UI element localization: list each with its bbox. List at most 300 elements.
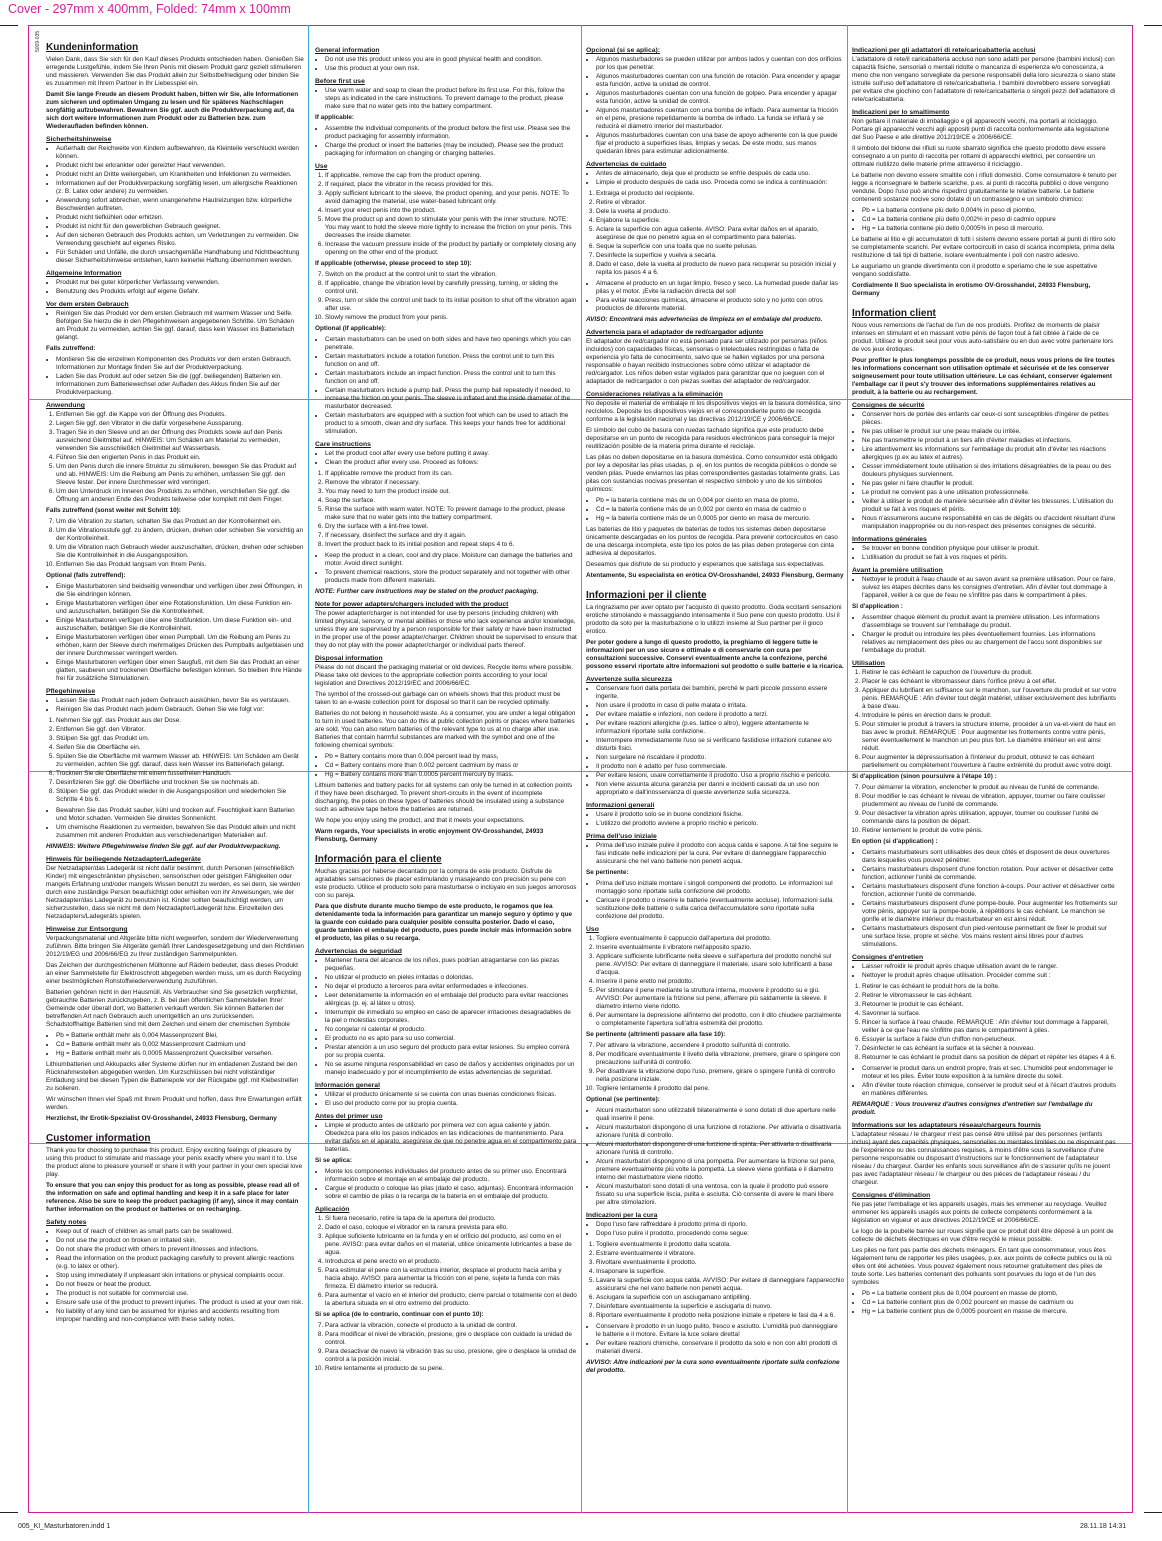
list-item: 9. Press, turn or slide the control unit back to its initial position to shut off the vibration again after use. xyxy=(325,297,577,313)
list-item: 2. Retirer le vibromasseur le cas échéant. xyxy=(862,992,1118,1000)
column xyxy=(586,42,844,1472)
list-item: 5. Rincer la surface à l'eau chaude. REMARQUE : Afin d'éviter tout dommage à l'appareil, veiller à ce que l'eau ne s'infiltre pas dans le compartiment à piles. xyxy=(862,1019,1118,1035)
language-title: Information client xyxy=(852,308,936,319)
list-item: 1. Togliere eventualmente il cappuccio dall'apertura del prodotto. xyxy=(596,935,844,943)
list-item: • Certains masturbateurs disposent d'un pied-ventouse permettant de fixer le produit sur une surface lisse, propre et sèche. Vos mains restent ainsi libres pour d'autres stimulations. xyxy=(862,925,1118,949)
list-item: • Alcuni masturbatori dispongono di una funzione di spinta. Per attivarla o disattivarla azionare l'unità di controllo. xyxy=(596,1141,844,1157)
list-item: • Algunos masturbadores cuentan con una función de golpeo. Para encender y apagar esta función, active la unidad de control. xyxy=(596,90,844,106)
fold-line xyxy=(581,25,582,1513)
list-item: 6. Asciugare la superficie con un asciugamano antipilling. xyxy=(596,1294,844,1302)
list-item: 5. Um den Penis durch die innere Struktur zu stimulieren, bewegen Sie das Produkt auf und ab. HINWEIS: Um die Reibung am Penis zu erhöhen, umfassen Sie ggf. den Sleeve fester. Der innere Durchmesser wird verringert. xyxy=(56,463,304,487)
list-item: • Produkt nicht an Dritte weitergeben, um Krankheiten und Infektionen zu vermeiden. xyxy=(56,171,304,179)
list-item: • Conservare fuori dalla portata dei bambini, perché le parti piccole possono essere ingerite. xyxy=(596,685,844,701)
list-item: 9. Para desactivar de nuevo la vibración tras su uso, presione, gire o desplace la unidad de control a la posición inicial. xyxy=(325,1348,577,1364)
list-item: • Auf den sicheren Gebrauch des Produkts achten, um Verletzungen zu vermeiden. Die Verwendung geschieht auf eigenes Risiko. xyxy=(56,232,304,248)
note-text: NOTE: Further care instructions may be stated on the product packaging. xyxy=(315,588,539,595)
list-item: • Laisser refroidir le produit après chaque utilisation avant de le ranger. xyxy=(862,963,1118,971)
bold-paragraph: Si d'application (sinon poursuivre à l'étape 10) : xyxy=(852,773,997,780)
list-item: • Assemble the individual components of the product before the first use. Please see the product packaging for assembly information. xyxy=(325,125,577,141)
list-item: 7. Per attivare la vibrazione, accendere il prodotto sull'unità di controllo. xyxy=(596,1042,844,1050)
bullet-list xyxy=(46,807,304,840)
bullet-list xyxy=(852,614,1118,655)
list-item: • Afin d'éviter toute réaction chimique, conserver le produit seul et à l'écart d'autres produits en matières différentes. xyxy=(862,1082,1118,1098)
bullet-list xyxy=(46,310,304,342)
list-item: 6. Essuyer la surface à l'aide d'un chiffon non-pelucheux. xyxy=(862,1036,1118,1044)
list-item: • Laden Sie das Produkt auf oder setzen Sie die (ggf. beiliegenden) Batterien ein. Informationen zum Batteriewechsel oder Aufladen des Akkus finden Sie auf der Produktverpackung. xyxy=(56,373,304,397)
list-item: • Einige Masturbatoren verfügen über einen Pumpball. Um die Reibung am Penis zu erhöhen, kann der Sleeve durch mehrmaliges Drücken des Pumpballs aufgeblasen und der innere Durchmesser verringert werden. xyxy=(56,634,304,658)
list-item: 8. If applicable, change the vibration level by carefully pressing, turning, or sliding the control unit. xyxy=(325,280,577,296)
list-item: 5. Per stimolare il pene mediante la struttura interna, muovere il prodotto su e giù. AVVISO: Per aumentare la frizione sul pene, afferrare più saldamente la sleeve. Il diametro interno viene ridotto. xyxy=(596,987,844,1011)
list-item: • No liability of any kind can be assumed for injuries and accidents resulting from improper handling and non-compliance with these safety notes. xyxy=(56,1308,304,1324)
paragraph: Les piles ne font pas partie des déchets ménagers. En tant que consommateur, vous êtes légalement tenu de rapporter les piles usagées, p.ex. aux points de collecte publics ou là où elles ont été achetées. Vous pouvez également nous retourner gratuitement des piles de toute sorte. Les batteries contenant des polluants sont pourvues du logo et de l'un des symboles xyxy=(852,1247,1112,1286)
list-item: 1. Retirer le cas échéant le produit hors de la boîte. xyxy=(862,983,1118,991)
list-item: 2. If required, place the vibrator in the recess provided for this. xyxy=(325,181,577,189)
list-item: • Informationen auf der Produktverpackung sorgfältig lesen, um allergische Reaktionen (z. B. Latex oder andere) zu vermeiden. xyxy=(56,180,304,196)
list-item: • Certains masturbateurs sont utilisables des deux côtés et disposent de deux ouvertures dans lesquelles vous pouvez pénétrer. xyxy=(862,849,1118,865)
list-item: • No congelar ni calentar el producto. xyxy=(325,1026,577,1034)
paragraph: Das Zeichen der durchgestrichenen Mülltonne auf Rädern bedeutet, dass dieses Produkt an einer Sammelstelle für Elektroschrott abgegeben werden muss, um es durch Recycling einer bestmöglichen Rohstoffwiederverwendung zuzuführen. xyxy=(46,962,302,985)
bold-paragraph: Falls zutreffend (sonst weiter mit Schritt 10): xyxy=(46,507,181,514)
paragraph: El símbolo del cubo de basura con ruedas tachado significa que este producto debe depositarse en un punto de recogida para residuos electrónicos para conseguir la mejor reutilización posible de la materia prima durante el reciclaje. xyxy=(586,427,835,450)
list-item: 3. Aplique suficiente lubricante en la funda y en el orificio del producto, así como en el pene. AVISO: para evitar daños en el material, utilice únicamente lubricantes a base de agua. xyxy=(325,1233,577,1257)
paragraph: Der Netzadapter/das Ladegerät ist nicht dafür bestimmt, durch Personen (einschließlich Kinder) mit eingeschränkten physischen, sensorischen oder geistigen Fähigkeiten oder mangels Erfahrung und/oder mangels Wissen benutzt zu werden, es sei denn, sie werden durch eine zuständige Person beaufsichtigt oder erhielten von ihr Anweisungen, wie der Netzadapter/das Ladegerät zu benutzen ist. Kinder sollten beaufsichtigt werden, um sicherzustellen, dass sie nicht mit dem Netzadapter/Ladegerät bzw. Einzelteilen des Netzadapters/Ladegeräts spielen. xyxy=(46,865,301,920)
list-item: 3. You may need to turn the product inside out. xyxy=(325,488,577,496)
bullet-list xyxy=(315,1168,577,1201)
fold-line xyxy=(847,25,848,1513)
list-item: 3. Retourner le produit le cas échéant. xyxy=(862,1001,1118,1009)
section-heading: Disposal information xyxy=(315,655,383,662)
list-item: • Cesser immédiatement toute utilisation si des irritations désagréables de la peau ou des douleurs physiques surviennent. xyxy=(862,463,1118,479)
list-item: • Alcuni masturbatori dispongono di una pompetta. Per aumentare la frizione sul pene, premere eventualmente più volte la pompetta. La sleeve viene gonfiata e il diametro interno del masturbatore viene ridotto. xyxy=(596,1158,844,1182)
list-item: • Limpie el producto antes de utilizarlo por primera vez con agua caliente y jabón. Obedezca para ello los pasos indicados en las indicaciones de mantenimiento. Para evitar daños en el aparato, asegúrese de que no penetre agua en el compartimento para baterías. xyxy=(325,1122,577,1154)
section-heading: Informations sur les adaptateurs réseau/chargeurs fournis xyxy=(852,1122,1041,1129)
section-heading: Hinweise zur Entsorgung xyxy=(46,926,128,933)
list-item: • Pb = La batteria contiene più dello 0,004% in peso di piombo, xyxy=(862,207,1118,215)
column xyxy=(852,42,1118,1472)
numbered-list xyxy=(586,1241,844,1320)
section-heading: Note for power adapters/chargers included with the product xyxy=(315,601,509,608)
list-item: • Mantener fuera del alcance de los niños, pues podrían atragantarse con las piezas pequeñas. xyxy=(325,957,577,973)
list-item: • Certain masturbators can be used on both sides and have two openings which you can penetrate. xyxy=(325,336,577,352)
list-item: • Non usare il prodotto in caso di pelle malata o irritata. xyxy=(596,702,844,710)
list-item: • No se asume ninguna responsabilidad en caso de daños y accidentes originados por un manejo inadecuado y por el incumplimiento de estas advertencias de seguridad. xyxy=(325,1061,577,1077)
list-item: • Um chemische Reaktionen zu vermeiden, bewahren Sie das Produkt allein und nicht zusammen mit anderen Produkten aus verschiedenartigen Materialien auf. xyxy=(56,824,304,840)
list-item: 3. Rivoltare eventualmente il prodotto. xyxy=(596,1259,844,1267)
bullet-list xyxy=(315,125,577,158)
list-item: 4. Introduire le pénis en érection dans le produit. xyxy=(862,712,1118,720)
section-heading: Before first use xyxy=(315,78,365,85)
section-heading: Antes del primer uso xyxy=(315,1113,383,1120)
list-item: • Certain masturbators include a pump ball. Press the pump ball repeatedly if needed, to increase the friction on your penis. The sleeve is inflated and the inside diameter of the masturbator decreased. xyxy=(325,387,577,411)
paragraph: The power adapter/charger is not intended for use by persons (including children) with limited physical, sensory, or mental abilities or those who lack experience and/or knowledge, unless they are supervised by a person responsible for their safety or have been instructed in the proper use of the power adapter/charger. Children should be supervised to ensure that they do not play with the power adapter/charger or individual parts thereof. xyxy=(315,610,577,649)
bullet-list xyxy=(586,880,844,921)
list-item: • Do not use this product unless you are in good physical health and condition. xyxy=(325,56,577,64)
list-item: • Per evitare malattie e infezioni, non cedere il prodotto a terzi. xyxy=(596,711,844,719)
list-item: • Einige Masturbatoren sind beidseitig verwendbar und verfügen über zwei Öffnungen, in die Sie eindringen können. xyxy=(56,583,304,599)
list-item: • Reinigen Sie das Produkt vor dem ersten Gebrauch mit warmem Wasser und Seife. Befolgen Sie hierzu die in den Pflegehinweisen angegebenen Schritte. Um Schäden am Produkt zu vermeiden, achten Sie ggf. darauf, dass kein Wasser ins Batteriefach gelangt. xyxy=(56,310,304,342)
list-item: • Certain masturbators are equipped with a suction foot which can be used to attach the product to a smooth, clean and dry surface. This keeps your hands free for additional stimulation. xyxy=(325,412,577,436)
numbered-list xyxy=(315,1322,577,1373)
bullet-list xyxy=(852,963,1118,980)
section-heading: Use xyxy=(315,163,328,170)
list-item: 1. Togliere eventualmente il prodotto dalla scatola. xyxy=(596,1241,844,1249)
list-item: 7. Pour démarrer la vibration, enclencher le produit au niveau de l'unité de commande. xyxy=(862,784,1118,792)
paragraph: Las baterías de litio y paquetes de baterías de todos los sistemas deben depositarse únicamente descargadas en los puntos de recogida. Para prevenir cortocircuitos en caso de una descarga incompleta, este tipo los polos de las pilas deben protegerse con cinta adhesiva al depositarlos. xyxy=(586,526,838,557)
list-item: • Hg = La batteria contiene più dello 0,0005% in peso di mercurio. xyxy=(862,225,1118,233)
list-item: • Certains masturbateurs disposent d'une pompe-boule. Pour augmenter les frottements sur votre pénis, appuyer sur la pompe-boule, à répétitions le cas échéant. Le manchon se gonfle et le diamètre intérieur du masturbateur en est ainsi réduit. xyxy=(862,900,1118,924)
paragraph: Le auguriamo un grande divertimento con il prodotto e speriamo che le sue aspettative vengano soddisfatte. xyxy=(852,263,1098,278)
bold-paragraph: Optional (se pertinente): xyxy=(586,1096,660,1103)
bold-paragraph: Si se aplica (de lo contrario, continuar con el punto 10): xyxy=(315,1311,484,1318)
list-item: 5. Pour stimuler le produit à travers la structure interne, procéder à un va-et-vient de haut en bas avec le produit. REMARQUE : Pour augmenter les frottements contre votre pénis, serrer éventuellement le manchon un peu plus fort. Le diamètre intérieur en est ainsi réduit. xyxy=(862,721,1118,753)
list-item: • Conservare il prodotto in un luogo pulito, fresco e asciutto. L'umidità può danneggiare le batterie e il motore. Evitare la luce solare diretta! xyxy=(596,1323,844,1339)
paragraph: L'adattatore di rete/il caricabatteria accluso non sono adatti per persone (bambini inclusi) con capacità fisiche, sensoriali o mentali ridotte o mancanza di esperienza e/o conoscenza, a meno che non vengano sorvegliate da persone responsabili della loro sicurezza o siano state istruite sull'uso dell'adattatore di rete/caricabatteria. I bambini dovrebbero essere sorvegliati per evitare che giochino con l'adattatore di rete/caricabatteria o singoli pezzi dell'adattatore di rete/caricabatteria. xyxy=(852,56,1116,103)
paragraph: Il simbolo del bidone dei rifiuti su ruote sbarrato significa che questo prodotto deve essere consegnato a un punto di raccolta per rottami di apparecchi elettrici, per consentire un ottimale riutilizzo delle materie prime attraverso il riciclaggio. xyxy=(852,145,1106,168)
section-heading: Anwendung xyxy=(46,402,85,409)
paragraph: Deseamos que disfrute de su producto y esperamos que satisfaga sus expectativas. xyxy=(586,561,825,568)
bold-paragraph: Warm regards, Your specialists in erotic enjoyment OV-Grosshandel, 24933 Flensburg, Germany xyxy=(315,828,544,843)
list-item: 6. Para aumentar el vacío en el interior del producto, cierre parcial o totalmente con el dedo la abertura situada en el otro extremo del producto. xyxy=(325,1292,577,1308)
crop-mark xyxy=(0,1512,18,1513)
list-item: 4. Seifen Sie die Oberfläche ein. xyxy=(56,744,304,752)
section-heading: Opcional (si se aplica): xyxy=(586,47,661,54)
list-item: • Certains masturbateurs disposent d'une fonction rotation. Pour activer et désactiver cette fonction, actionner l'unité de commande. xyxy=(862,866,1118,882)
list-item: • Hg = Battery contains more than 0.0005 percent mercury by mass. xyxy=(325,771,577,779)
list-item: • Produkt nicht tiefkühlen oder erhitzen. xyxy=(56,214,304,222)
numbered-list xyxy=(852,669,1118,770)
list-item: • Usare il prodotto solo se in buone condizioni fisiche. xyxy=(596,811,844,819)
list-item: 2. Retire el vibrador. xyxy=(596,199,844,207)
list-item: • Le produit ne convient pas à une utilisation professionnelle. xyxy=(862,489,1118,497)
bold-paragraph: En option (si d'application) : xyxy=(852,838,938,845)
list-item: 4. Soap the surface. xyxy=(325,497,577,505)
side-code: 5009-035 xyxy=(35,30,41,52)
list-item: 5. Para estimular el pene con la estructura interior, desplace el producto hacia arriba y hacia abajo. AVISO: para aumentar la fricción con el pene, sujete la funda con más firmeza. El diámetro interior se reducirá. xyxy=(325,1267,577,1291)
list-item: • El uso del producto corre por su propia cuenta. xyxy=(325,1100,577,1108)
bullet-list xyxy=(586,280,844,313)
list-item: • Dopo l'uso pulire il prodotto, procedendo come segue: xyxy=(596,1230,844,1238)
bold-paragraph: Se pertinente: xyxy=(586,869,629,876)
bullet-list xyxy=(852,1065,1118,1098)
list-item: • Assembler chaque élément du produit avant la première utilisation. Les informations d'assemblage se trouvent sur l'emballage du produit. xyxy=(862,614,1118,630)
bullet-list xyxy=(46,583,304,683)
list-item: • Almacene el producto en un lugar limpio, fresco y seco. La humedad puede dañar las pilas y el motor. ¡Evite la radiación directa del sol! xyxy=(596,280,844,296)
list-item: • Benutzung des Produkts erfolgt auf eigene Gefahr. xyxy=(56,288,304,296)
list-item: • Conserver le produit dans un endroit propre, frais et sec. L'humidité peut endommager le moteur et les piles. Éviter toute exposition à la lumière directe du soleil. xyxy=(862,1065,1118,1081)
list-item: 10. Entfernen Sie das Produkt langsam von Ihrem Penis. xyxy=(56,561,304,569)
list-item: 1. Nehmen Sie ggf. das Produkt aus der Dose. xyxy=(56,717,304,725)
list-item: • Per evitare lesioni, usare correttamente il prodotto. Uso a proprio rischio e pericolo. xyxy=(596,772,844,780)
numbered-list xyxy=(586,190,844,277)
list-item: • Veiller à utiliser le produit de manière sécurisée afin d'éviter les blessures. L'utilisation du produit se fait à vos risques et périls. xyxy=(862,498,1118,514)
bullet-list xyxy=(46,1032,304,1058)
section-heading: Indicazioni per gli adattatori di rete/caricabatteria acclusi xyxy=(852,47,1036,54)
bold-paragraph: Atentamente, Su especialista en erótica OV-Grosshandel, 24933 Flensburg, Germany xyxy=(586,572,844,579)
list-item: • Cd = Batterie enthält mehr als 0,002 Massenprozent Cadmium und xyxy=(56,1041,304,1049)
list-item: 1. Entfernen Sie ggf. die Kappe von der Öffnung des Produkts. xyxy=(56,411,304,419)
list-item: • Charger le produit ou introduire les piles éventuellement fournies. Les informations relatives au remplacement des piles ou au chargement de l'accu sont disponibles sur l'emballage du produit. xyxy=(862,631,1118,655)
bold-paragraph: Per poter godere a lungo di questo prodotto, la preghiamo di leggere tutte le informazioni per un uso sicuro e ottimale e di conservarle con cura per consultazioni successive. Conservi eventualmente anche la confezione, perché possono esservi riportate altre informazioni sul prodotto o sulle batterie e la ricarica. xyxy=(586,639,844,670)
bullet-list xyxy=(46,279,304,296)
paragraph: Lithiumbatterien und Akkupacks aller Systeme dürfen nur im entladenen Zustand bei den Rücknahmestellen abgegeben werden. Um Kurzschlüssen bei nicht vollständiger Entladung sind bei diesen Typen die Batteriepole vor der Rückgabe ggf. mit Klebestreifen zu isolieren. xyxy=(46,1061,299,1092)
list-item: 3. Applicare sufficiente lubrificante nella sleeve e sull'apertura del prodotto nonché sul pene. AVVISO: Per evitare di danneggiare il materiale, usare solo lubrificanti a base d'acqua. xyxy=(596,953,844,977)
numbered-list xyxy=(852,983,1118,1062)
list-item: 5. Move the product up and down to stimulate your penis with the inner structure. NOTE: You may want to hold the sleeve more tightly to increase the friction on your penis. This decreases the inside diameter. xyxy=(325,216,577,240)
list-item: 9. Pour désactiver la vibration après utilisation, appuyer, tourner ou coulisser l'unité de commande dans la position de départ. xyxy=(862,810,1118,826)
list-item: • Non viene assunta alcuna garanzia per danni e incidenti causati da un uso non appropriato e dall'inosservanza di queste avvertenze sulla sicurezza. xyxy=(596,781,844,797)
bullet-list xyxy=(586,1107,844,1207)
cover-label: Cover - 297mm x 400mm, Folded: 74mm x 100mm xyxy=(8,2,291,16)
section-heading: Pflegehinweise xyxy=(46,688,96,695)
fold-line xyxy=(308,25,309,1513)
numbered-list xyxy=(46,411,304,504)
list-item: • L'utilisation du produit se fait à vos risques et périls. xyxy=(862,554,1118,562)
list-item: 1. If applicable remove the product from its can. xyxy=(325,470,577,478)
list-item: 7. Para activar la vibración, conecte el producto a la unidad de control. xyxy=(325,1322,577,1330)
list-item: • Einige Masturbatoren verfügen über einen Saugfuß, mit dem Sie das Produkt an einer glatten, sauberen und trockenen Oberfläche befestigen können. So bleiben Ihre Hände frei für zusätzliche Stimulationen. xyxy=(56,659,304,683)
section-heading: Avant la première utilisation xyxy=(852,567,943,574)
paragraph: Las pilas no deben depositarse en la basura doméstica. Como consumidor está obligado por ley a depositar las pilas usadas, p. ej. en los puntos de recogida públicos o donde se venden pilas. Puede enviarnos las pilas correspondientes gastadas totalmente gratis. Las pilas con sustancias nocivas presentan el respectivo símbolo y uno de los símbolos químicos: xyxy=(586,454,840,493)
list-item: • Use warm water and soap to clean the product before its first use. For this, follow the steps as indicated in the care instructions. To prevent damage to the product, please make sure that no water gets into the battery compartment. xyxy=(325,87,577,111)
list-item: 6. Pour augmenter la dépressurisation à l'intérieur du produit, obturez le cas échéant partiellement ou complètement l'ouverture à l'autre extrémité du produit avec votre doigt. xyxy=(862,754,1118,770)
list-item: • Nous n'assumerons aucune responsabilité en cas de dégâts ou d'accident résultant d'une manipulation inappropriée ou du non-respect des présentes consignes de sécurité. xyxy=(862,515,1118,531)
list-item: • Pb = Batterie enthält mehr als 0,004 Massenprozent Blei, xyxy=(56,1032,304,1040)
list-item: 1. Retirer le cas échéant le capuchon de l'ouverture du produit. xyxy=(862,669,1118,677)
section-heading: Consignes de sécurité xyxy=(852,402,925,409)
bold-paragraph: Optional (falls zutreffend): xyxy=(46,572,126,579)
list-item: 1. If applicable, remove the cap from the product opening. xyxy=(325,172,577,180)
list-item: 5. Aclare la superficie con agua caliente. AVISO: Para evitar daños en el aparato, asegúrese de que no penetre agua en el compartimento para baterías. xyxy=(596,226,844,242)
list-item: • Antes de almacenarlo, deja que el producto se enfríe después de cada uso. xyxy=(596,170,844,178)
section-heading: Prima dell'uso iniziale xyxy=(586,833,657,840)
list-item: • Stop using immediately if unpleasant skin irritations or physical complaints occur. xyxy=(56,1272,304,1280)
section-heading: Uso xyxy=(586,926,599,933)
list-item: • Montieren Sie die einzelnen Komponenten des Produkts vor dem ersten Gebrauch. Informationen zur Montage finden Sie auf der Produktverpackung. xyxy=(56,356,304,372)
list-item: 3. Appliquer du lubrifiant en suffisance sur le manchon, sur l'ouverture du produit et sur votre pénis. REMARQUE : Afin d'éviter tout dégât matériel, utiliser exclusivement des lubrifiants à base d'eau. xyxy=(862,687,1118,711)
paragraph: The symbol of the crossed-out garbage can on wheels shows that this product must be taken to an e-waste collection point for disposal so that it can be recycled optimally. xyxy=(315,691,561,706)
list-item: • Per evitare reazioni chimiche, conservare il prodotto da solo e non con altri prodotti di materiali diversi. xyxy=(596,1340,844,1356)
section-heading: Informazioni generali xyxy=(586,802,655,809)
list-item: 5. Lavare la superficie con acqua calda. AVVISO: Per evitare di danneggiare l'apparecchio assicurarsi che nel vano batterie non penetri acqua. xyxy=(596,1277,844,1293)
list-item: • Certain masturbators include an impact function. Press the control unit to turn this function on and off. xyxy=(325,370,577,386)
list-item: • Non surgelare né riscaldare il prodotto. xyxy=(596,754,844,762)
list-item: • Cd = La batteria contiene più dello 0,002% in peso di cadmio oppure xyxy=(862,216,1118,224)
list-item: 7. Um die Vibration zu starten, schalten Sie das Produkt an der Kontrolleinheit ein. xyxy=(56,518,304,526)
bullet-list xyxy=(46,356,304,397)
list-item: 8. Um die Vibrationsstufe ggf. zu ändern, drücken, drehen oder schieben Sie vorsichtig an der Kontrolleinheit. xyxy=(56,527,304,543)
crop-mark xyxy=(0,25,18,26)
list-item: • Certains masturbateurs disposent d'une fonction à-coups. Pour activer et désactiver cette fonction, actionner l'unité de commande. xyxy=(862,883,1118,899)
list-item: • Do not freeze or heat the product. xyxy=(56,1281,304,1289)
list-item: 3. Dele la vuelta al producto. xyxy=(596,208,844,216)
list-item: • Nettoyer le produit à l'eau chaude et au savon avant sa première utilisation. Pour ce faire, suivez les étapes décrites dans les consignes d'entretien. Afin d'éviter tout dommage à l'appareil, veiller à ce que de l'eau ne s'infiltre pas dans le compartiment à piles. xyxy=(862,576,1118,600)
bold-paragraph: To ensure that you can enjoy this product for as long as possible, please read all of the information on safe and optimal handling and keep it in a safe place for later reference. Also be sure to keep the product packaging (if any), since it may contain further information on the product or batteries or on recharging. xyxy=(46,1182,300,1213)
list-item: 10. Retirer lentement le produit de votre pénis. xyxy=(862,827,1118,835)
list-item: • Cargue el producto o coloque las pilas (dado el caso, adjuntas). Encontrará información sobre el cambio de pilas o la recarga de la batería en el embalaje del producto. xyxy=(325,1185,577,1201)
list-item: 2. Inserire eventualmente il vibratore nell'apposito spazio. xyxy=(596,944,844,952)
list-item: 5. Spülen Sie die Oberfläche mit warmem Wasser ab. HINWEIS: Um Schäden am Gerät zu vermeiden, achten Sie ggf. darauf, dass kein Wasser ins Batteriefach gelangt. xyxy=(56,753,304,769)
list-item: 3. Tragen Sie in den Sleeve und an der Öffnung des Produkts sowie auf den Penis ausreichend Gleitmittel auf. HINWEIS: Um Schäden am Material zu vermeiden, verwenden Sie ausschließlich Gleitmittel auf Wasserbasis. xyxy=(56,429,304,453)
section-heading: Aplicación xyxy=(315,1206,350,1213)
list-item: • Cd = Battery contains more than 0.002 percent cadmium by mass or xyxy=(325,762,577,770)
list-item: 6. Per aumentare la depressione all'interno del prodotto, con il dito chiudere parzialmente o completamente l'apertura sull'altra estremità del prodotto. xyxy=(596,1012,844,1028)
list-item: • Für Schäden und Unfälle, die durch unsachgemäße Handhabung und Nichtbeachtung dieser Sicherheitshinweise entstehen, kann keinerlei Haftung übernommen werden. xyxy=(56,249,304,265)
list-item: 4. Enjabone la superficie. xyxy=(596,217,844,225)
list-item: • Charge the product or insert the batteries (may be included). Please see the product packaging for information on changing or charging batteries. xyxy=(325,142,577,158)
bullet-list xyxy=(852,411,1118,531)
numbered-list xyxy=(46,717,304,804)
numbered-list xyxy=(852,784,1118,835)
section-heading: Información general xyxy=(315,1082,380,1089)
paragraph: No deposite el material de embalaje ni los dispositivos viejos en la basura doméstica, sino recíclelos. Deposite los dispositivos viejos en el correspondiente punto de recogida conforme a la legislación nacional y las directivas 2012/19/CE y 2006/66/CE. xyxy=(586,400,841,423)
list-item: • Leer detenidamente la información en el embalaje del producto para evitar reacciones alérgicas (p. ej. al látex u otros). xyxy=(325,992,577,1008)
section-heading: Indicazioni per la cura xyxy=(586,1212,658,1219)
list-item: • Prima dell'uso iniziale montare i singoli componenti del prodotto. Le informazioni sul montaggio sono riportate sulla confezione del prodotto. xyxy=(596,880,844,896)
bullet-list xyxy=(315,1122,577,1154)
column xyxy=(46,42,304,1472)
list-item: 4. Insaponare la superficie. xyxy=(596,1268,844,1276)
note-text: HINWEIS: Weitere Pflegehinweise finden Sie ggf. auf der Produktverpackung. xyxy=(46,843,281,850)
list-item: • Read the information on the product packaging carefully to prevent allergic reactions (e.g. to latex or other). xyxy=(56,1255,304,1271)
section-heading: Allgemeine Information xyxy=(46,270,122,277)
paragraph: El adaptador de red/cargador no está pensado para ser utilizado por personas (niños incluidos) con capacidades físicas, sensorias o intelectuales restringidas o falta de experiencia y/o falta de conocimiento, salvo que se hallen vigilados por una persona responsable o hayan recibido instrucciones sobre cómo utilizar el adaptador de red/cargador. Los niños deben estar vigilados para garantizar que no jueguen con el adaptador de red/cargador o con piezas sueltas del adaptador de red/cargador. xyxy=(586,338,827,385)
bold-paragraph: Para que disfrute durante mucho tiempo de este producto, le rogamos que lea detenidamente toda la información para garantizar un manejo seguro y óptimo y que la guarde con cuidado para cualquier posible consulta posterior. Dado el caso, guarde también el embalaje del producto, pues puede incluir más información sobre el producto, las pilas o su recarga. xyxy=(315,903,573,942)
list-item: • Alcuni masturbatori sono utilizzabili bilateralmente e sono dotati di due aperture nelle quali inserire il pene. xyxy=(596,1107,844,1123)
list-item: 6. Seque la superficie con una toalla que no suelte pelusas. xyxy=(596,243,844,251)
list-item: • Reinigen Sie das Produkt nach jedem Gebrauch. Gehen Sie wie folgt vor: xyxy=(56,706,304,714)
bullet-list xyxy=(586,56,844,156)
list-item: 2. Entfernen Sie ggf. den Vibrator. xyxy=(56,726,304,734)
paragraph: Le logo de la poubelle barrée sur roues signifie que ce produit doit être déposé à un point de collecte de déchets électriques en vue d'être recyclé le mieux possible. xyxy=(852,1228,1114,1243)
list-item: 4. Inserire il pene eretto nel prodotto. xyxy=(596,978,844,986)
section-heading: Advertencias de seguridad xyxy=(315,948,402,955)
section-heading: Consignes d'élimination xyxy=(852,1192,931,1199)
list-item: 4. Savonner la surface. xyxy=(862,1010,1118,1018)
bold-paragraph: Si se aplica: xyxy=(315,1157,352,1164)
list-item: 8. Retourner le cas échéant le produit dans sa position de départ et répéter les étapes 4 à 6. xyxy=(862,1054,1118,1062)
bullet-list xyxy=(46,1228,304,1324)
list-item: • Algunos masturbadores cuentan con una función de rotación. Para encender y apagar esta función, active la unidad de control. xyxy=(596,73,844,89)
section-heading: Vor dem ersten Gebrauch xyxy=(46,301,129,308)
list-item: • Do not use the product on broken or irritated skin. xyxy=(56,1237,304,1245)
list-item: • Lassen Sie das Produkt nach jedem Gebrauch auskühlen, bevor Sie es verstauen. xyxy=(56,697,304,705)
list-item: 7. Switch on the product at the control unit to start the vibration. xyxy=(325,271,577,279)
list-item: • Se trouver en bonne condition physique pour utiliser le produit. xyxy=(862,545,1118,553)
list-item: 2. Estrarre eventualmente il vibratore. xyxy=(596,1250,844,1258)
paragraph: Muchas gracias por haberse decantado por la compra de este producto. Disfrute de agradables sensaciones de placer estimulando y masajeando con precisión su pene con este producto. Utilice el producto solo para masturbarse o inclúyalo en sus juegos amorosos con su pareja. xyxy=(315,868,577,899)
list-item: • Ensure safe use of the product to prevent injuries. The product is used at your own risk. xyxy=(56,1299,304,1307)
bullet-list xyxy=(852,1290,1118,1316)
section-heading: Consideraciones relativas a la eliminación xyxy=(586,391,723,398)
bullet-list xyxy=(586,1323,844,1356)
language-title: Información para el cliente xyxy=(315,854,442,865)
paragraph: Wir wünschen Ihnen viel Spaß mit Ihrem Produkt und hoffen, dass Ihre Erwartungen erfüllt werden. xyxy=(46,1096,302,1111)
list-item: • Ne pas utiliser le produit sur une peau malade ou irritée. xyxy=(862,428,1118,436)
list-item: • L'utilizzo del prodotto avviene a proprio rischio e pericolo. xyxy=(596,820,844,828)
list-item: • Il prodotto non è adatto per l'uso commerciale. xyxy=(596,763,844,771)
list-item: • Pb = La batterie contient plus de 0,004 pourcent en masse de plomb, xyxy=(862,1290,1118,1298)
list-item: • Algunos masturbadores cuentan con una bomba de inflado. Para aumentar la fricción en el pene, presione repetidamente la bomba de inflado. La funda se inflará y se reducirá el diámetro interior del masturbador. xyxy=(596,107,844,131)
language-title: Informazioni per il cliente xyxy=(586,590,707,601)
bold-paragraph: Se pertinente (altrimenti passare alla fase 10): xyxy=(586,1031,726,1038)
list-item: 2. Legen Sie ggf. den Vibrator in die dafür vorgesehene Aussparung. xyxy=(56,420,304,428)
section-heading: Informations générales xyxy=(852,536,927,543)
column xyxy=(315,42,577,1472)
list-item: 10. Slowly remove the product from your penis. xyxy=(325,314,577,322)
list-item: 10. Retire lentamente el producto de su pene. xyxy=(325,1365,577,1373)
list-item: • No dejar el producto a terceros para evitar enfermedades e infecciones. xyxy=(325,983,577,991)
bullet-list xyxy=(315,56,577,73)
section-heading: Indicazioni per lo smaltimento xyxy=(852,109,950,116)
list-item: 7. Désinfecter le cas échéant la surface et la sécher à nouveau. xyxy=(862,1045,1118,1053)
paragraph: Please do not discard the packaging material or old devices. Recycle items where possible. Please take old devices to the appropriate collection points according to your local legislation and Directives 2012/19/EC and 2006/66/EC. xyxy=(315,664,574,687)
paragraph: L'adaptateur réseau / le chargeur n'est pas censé être utilisé par des personnes (enfants inclus) ayant des capacités physiques, sensorielles ou mentales limitées ou ne disposant pas de l'expérience ou des connaissances requises, à moins d'être sous la surveillance d'une personne responsable ou disposant d'instructions sur le fonctionnement de l'adaptateur réseau / du chargeur. Garder les enfants sous surveillance afin de s'assurer qu'ils ne jouent pas avec l'adaptateur réseau / le chargeur ou des pièces de l'adaptateur réseau / du chargeur. xyxy=(852,1131,1116,1186)
list-item: • Keep out of reach of children as small parts can be swallowed. xyxy=(56,1228,304,1236)
note-text: REMARQUE : Vous trouverez d'autres consignes d'entretien sur l'emballage du produit. xyxy=(852,1101,1093,1116)
language-title: Customer information xyxy=(46,1133,151,1144)
list-item: • Hg = La batterie contient plus de 0,0005 pourcent en masse de mercure. xyxy=(862,1308,1118,1316)
list-item: 5. Rinse the surface with warm water. NOTE: To prevent damage to the product, please make sure that no water gets into the battery compartment. xyxy=(325,506,577,522)
numbered-list xyxy=(315,172,577,257)
list-item: • Pb = Battery contains more than 0.004 percent lead by mass, xyxy=(325,753,577,761)
list-item: • Produkt nicht bei erkrankter oder gereizter Haut verwenden. xyxy=(56,162,304,170)
bullet-list xyxy=(586,811,844,828)
list-item: • Einige Masturbatoren verfügen über eine Stoßfunktion. Um diese Funktion ein- und auszuschalten, betätigen Sie die Kontrolleinheit. xyxy=(56,617,304,633)
list-item: 2. Placer le cas échéant le vibromasseur dans l'orifice prévu à cet effet. xyxy=(862,678,1118,686)
paragraph: Batteries do not belong in household waste. As a consumer, you are under a legal obligation to turn in used batteries. You can do this at public collection points or places where batteries are sold. You can also return batteries of the relevant type to us at no charge after use. Batteries that contain harmful substances are marked with the symbol and one of the following chemical symbols: xyxy=(315,710,576,749)
list-item: 7. Disinfettare eventualmente la superficie e asciugarla di nuovo. xyxy=(596,1303,844,1311)
bullet-list xyxy=(46,145,304,265)
list-item: • Nettoyer le produit après chaque utilisation. Procéder comme suit : xyxy=(862,972,1118,980)
note-text: AVVISO: Altre indicazioni per la cura sono eventualmente riportate sulla confezione del prodotto. xyxy=(586,1359,840,1374)
paragraph: Le batterie al litio e gli accumulatori di tutti i sistemi devono essere portati ai punti di ritiro solo se completamente scarichi. Per evitare cortocircuiti in caso di scarica incompleta, prima della restituzione di tali tipi di batterie, isolare eventualmente i poli con nastro adesivo. xyxy=(852,236,1116,259)
list-item: 8. Para modificar el nivel de vibración, presione, gire o desplace con cuidado la unidad de control. xyxy=(325,1331,577,1347)
bullet-list xyxy=(852,545,1118,562)
list-item: • Hg = Batterie enthält mehr als 0,0005 Massenprozent Quecksilber versehen. xyxy=(56,1050,304,1058)
list-item: • Certain masturbators include a rotation function. Press the control unit to turn this function on and off. xyxy=(325,353,577,369)
bold-paragraph: Cordialmente Il Suo specialista in erotismo OV-Grosshandel, 24933 Flensburg, Germany xyxy=(852,282,1091,297)
list-item: 1. Si fuera necesario, retire la tapa de la apertura del producto. xyxy=(325,1215,577,1223)
list-item: 2. Dado el caso, coloque el vibrador en la ranura prevista para ello. xyxy=(325,1224,577,1232)
bullet-list xyxy=(852,849,1118,949)
numbered-list xyxy=(315,271,577,322)
list-item: • The product is not suitable for commercial use. xyxy=(56,1290,304,1298)
list-item: • Prestar atención a un uso seguro del producto para evitar lesiones. Su empleo correrá por su propia cuenta. xyxy=(325,1044,577,1060)
list-item: 7. If necessary, disinfect the surface and dry it again. xyxy=(325,532,577,540)
bullet-list xyxy=(315,87,577,111)
list-item: • Anwendung sofort abbrechen, wenn unangenehme Hautreizungen bzw. körperliche Beschwerden auftreten. xyxy=(56,197,304,213)
list-item: • Clean the product after every use. Proceed as follows: xyxy=(325,459,577,467)
list-item: 8. Per modificare eventualmente il livello della vibrazione, premere, girare o spingere con precauzione sull'unità di controllo. xyxy=(596,1051,844,1067)
list-item: • Algunos masturbadores cuentan con una base de apoyo adherente con la que puede fijar el producto a superficies lisas, limpias y secas. De este modo, sus manos quedarán libres para estimular adicionalmente. xyxy=(596,132,844,156)
crop-mark xyxy=(1144,25,1162,26)
footer-file: 005_KI_Masturbatoren.indd 1 xyxy=(18,1523,111,1530)
list-item: 8. Invert the product back to its initial position and repeat steps 4 to 6. xyxy=(325,541,577,549)
bullet-list xyxy=(586,1221,844,1238)
list-item: 7. Desinfecte la superficie y vuelva a secarla. xyxy=(596,252,844,260)
list-item: 4. Führen Sie den erigierten Penis in das Produkt ein. xyxy=(56,454,304,462)
list-item: • Limpie el producto después de cada uso. Proceda como se indica a continuación: xyxy=(596,179,844,187)
list-item: • Interrumpir de inmediato su empleo en caso de aparecer irritaciones desagradables de la piel o molestias corporales. xyxy=(325,1009,577,1025)
list-item: • To prevent chemical reactions, store the product separately and not together with other products made from different materials. xyxy=(325,569,577,585)
numbered-list xyxy=(46,518,304,569)
bullet-list xyxy=(586,685,844,797)
paragraph: Vielen Dank, dass Sie sich für den Kauf dieses Produkts entschieden haben. Genießen Sie erregende Lustgefühle, indem Sie Ihren Penis mit diesem Produkt ganz gezielt stimulieren und massieren. Verwenden Sie das Produkt allein zur Selbstbefriedigung oder binden Sie es zusammen mit Ihrem Partner in Ihr Liebesspiel ein. xyxy=(46,56,304,87)
section-heading: Avvertenze sulla sicurezza xyxy=(586,676,672,683)
bold-paragraph: Si d'application : xyxy=(852,603,903,610)
paragraph: Verpackungsmaterial und Altgeräte bitte nicht wegwerfen, sondern der Wiederverwertung zuführen. Bitte bringen Sie Altgeräte gemäß Ihrer Landesgesetzgebung und den Richtlinien 2012/19/EG und 2006/66/EG zu Ihrer zuständigen Sammelpunkten. xyxy=(46,935,304,958)
bullet-list xyxy=(315,1091,577,1108)
